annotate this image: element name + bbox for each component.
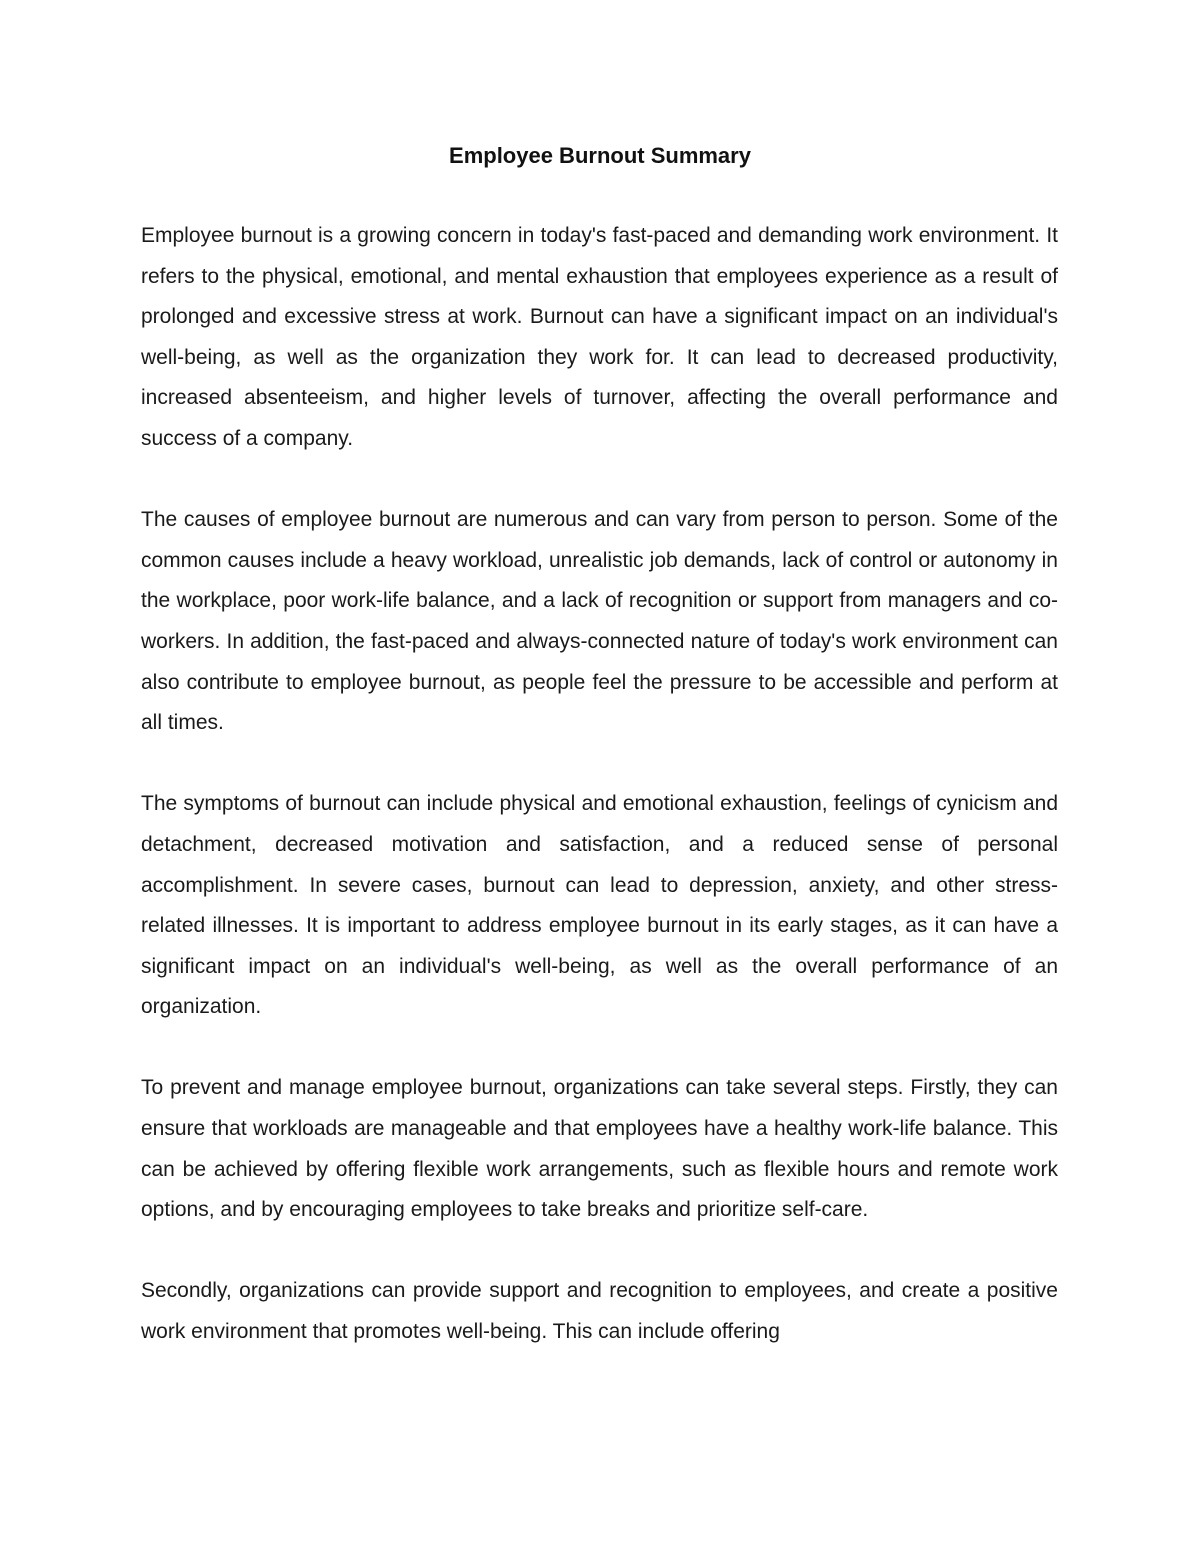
document-body (141, 216, 1058, 1353)
paragraph-introduction: Employee burnout is a growing concern in today's fast-paced and demanding work environment. It refers to the physical, emotional, and mental exhaustion that employees experience as a result of prolonged and excessive stress at work. Burnout can have a significant impact on an individual's well-being, as well as the organization they work for. It can lead to decreased productivity, increased absenteeism, and higher levels of turnover, affecting the overall performance and success of a company. (141, 224, 1058, 450)
paragraph-support: Secondly, organizations can provide support and recognition to employees, and create a positive work environment that promotes well-being. This can include offering (141, 1279, 1058, 1344)
paragraph-causes: The causes of employee burnout are numerous and can vary from person to person. Some of the common causes include a heavy workload, unrealistic job demands, lack of control or autonomy in the workplace, poor work-life balance, and a lack of recognition or support from managers and co-workers. In addition, the fast-paced and always-connected nature of today's work environment can also contribute to employee burnout, as people feel the pressure to be accessible and perform at all times. (141, 508, 1058, 735)
paragraph-symptoms: The symptoms of burnout can include physical and emotional exhaustion, feelings of cynicism and detachment, decreased motivation and satisfaction, and a reduced sense of personal accomplishment. In severe cases, burnout can lead to depression, anxiety, and other stress-related illnesses. It is important to address employee burnout in its early stages, as it can have a significant impact on an individual's well-being, as well as the overall performance of an organization. (141, 792, 1058, 1019)
paragraph-prevention: To prevent and manage employee burnout, organizations can take several steps. Firstly, they can ensure that workloads are manageable and that employees have a healthy work-life balance. This can be achieved by offering flexible work arrangements, such as flexible hours and remote work options, and by encouraging employees to take breaks and prioritize self-care. (141, 1076, 1058, 1222)
document-title: Employee Burnout Summary (449, 143, 751, 168)
